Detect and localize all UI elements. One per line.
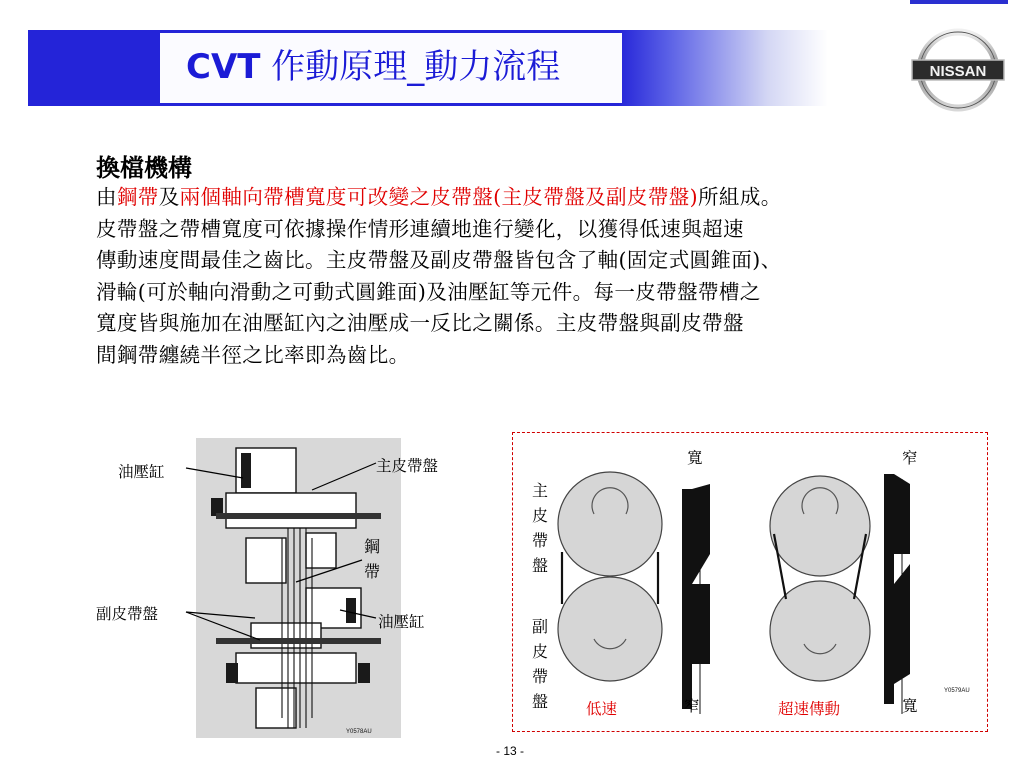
label-overdrive: 超速傳動: [778, 700, 841, 718]
label-secondary-pulley: 副皮帶盤: [96, 605, 159, 623]
label-low-speed: 低速: [586, 700, 618, 718]
diagram-code: Y0579AU: [944, 688, 970, 694]
label-wide-top: 寬: [687, 449, 703, 467]
paragraph-line-1: [96, 182, 1024, 214]
text-segment: 由: [96, 185, 117, 209]
cvt-cross-section-diagram: [196, 438, 401, 738]
highlight-steel-belt: 鋼帶: [116, 185, 159, 209]
label-wide-bottom: 寬: [902, 697, 918, 715]
text-segment: 所組成。: [698, 185, 782, 209]
label-narrow-bottom: 窄: [684, 697, 700, 715]
label-primary-pulley: 主皮帶盤: [376, 457, 439, 475]
paragraph-line-3: 傳動速度間最佳之齒比。主皮帶盤及副皮帶盤皆包含了軸(固定式圓錐面)、: [96, 248, 782, 272]
label-oil-cylinder-top: 油壓缸: [118, 463, 165, 481]
pulley-ratio-drawing: [514, 434, 986, 730]
text-segment: 及: [158, 185, 180, 209]
page-number: - 13 -: [496, 744, 525, 758]
title-text: 作動原理_動力流程: [271, 47, 561, 87]
nissan-logo: [910, 26, 1006, 114]
section-heading: 換檔機構: [96, 153, 192, 182]
slide-title: [186, 47, 561, 87]
highlight-pulleys: 兩個軸向帶槽寬度可改變之皮帶盤(主皮帶盤及副皮帶盤): [179, 185, 699, 209]
paragraph-line-2: 皮帶盤之帶槽寬度可依據操作情形連續地進行變化，以獲得低速與超速: [96, 216, 744, 241]
label-primary-pulley-vertical: 主皮帶盤: [531, 481, 548, 575]
paragraph-line-4: 滑輪(可於軸向滑動之可動式圓錐面)及油壓缸等元件。每一皮帶盤帶槽之: [96, 279, 761, 304]
logo-text: NISSAN: [929, 63, 987, 80]
paragraph-line-6: 間鋼帶纏繞半徑之比率即為齒比。: [96, 342, 410, 367]
paragraph-line-5: 寬度皆與施加在油壓缸內之油壓成一反比之關係。主皮帶盤與副皮帶盤: [96, 311, 744, 335]
label-steel-belt: 鋼帶: [363, 537, 380, 581]
label-secondary-pulley-vertical: 副皮帶盤: [531, 617, 548, 711]
label-narrow-top: 窄: [902, 449, 918, 467]
diagram-code: Y0578AU: [346, 729, 372, 735]
title-prefix: CVT: [186, 47, 261, 87]
top-accent-line: [910, 0, 1008, 4]
label-oil-cylinder-bottom: 油壓缸: [378, 613, 425, 631]
body-paragraph: [96, 182, 1024, 371]
